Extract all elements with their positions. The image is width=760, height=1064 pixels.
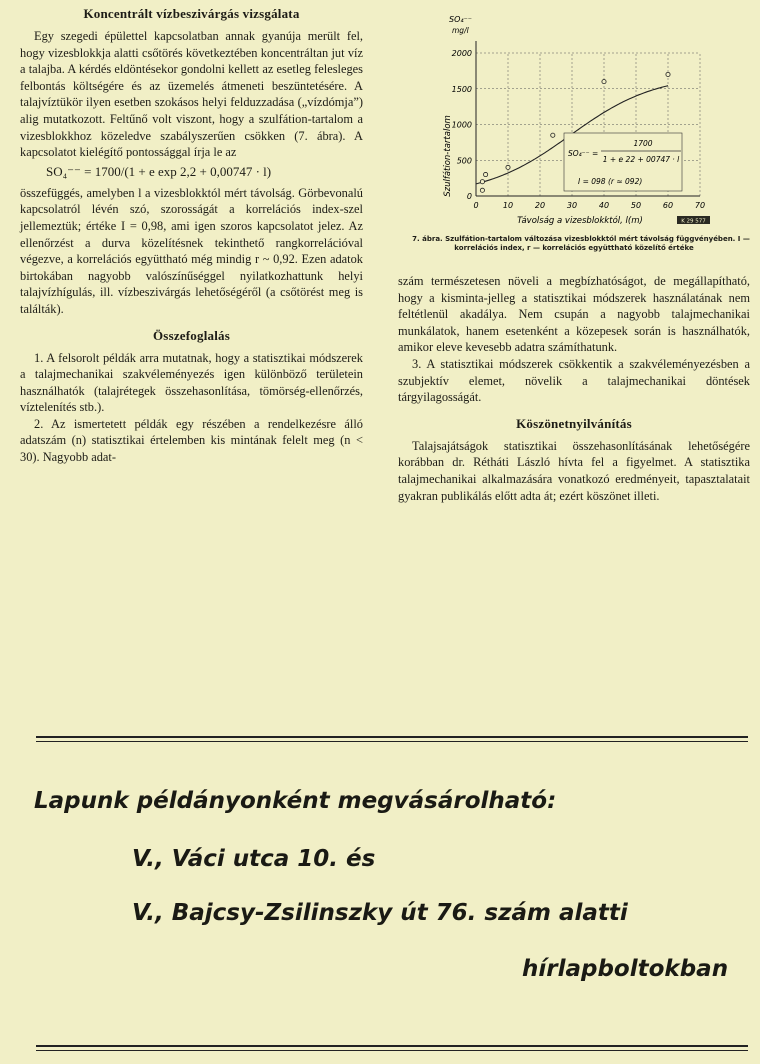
notice-line-1: Lapunk példányonként megvásárolható: (34, 788, 557, 814)
figure-caption: 7. ábra. Szulfátion-tartalom változása vizesblokktól mért távolság függvényében. I — korrelációs index, r — korrelációs együttható közelítő értéke (412, 235, 750, 252)
data-point-3 (506, 165, 510, 169)
sulfate-formula: SO₄⁻⁻ = 1700/(1 + e exp 2,2 + 0,00747 · l) (46, 163, 272, 179)
x-tick-label: 40 (598, 201, 610, 210)
summary-item-2: 2. Az ismertetett példák egy részében a rendelkezésre álló adatszám (n) statisztikai értelemben kis mintának felelt meg (n < 30). Nagyobb adat- (20, 416, 363, 465)
x-axis-label: Távolság a vizesblokktól, l(m) (517, 216, 643, 226)
formula-stats: I = 098 (r ≈ 092) (578, 177, 643, 186)
formula-denominator: 1 + e 22 + 00747 · l (602, 155, 680, 164)
summary-item-2-continued: szám természetesen növeli a megbízhatóságot, de megállapítható, hogy a kisminta-jelleg a statisztikai módszerek használatának nem feltétlenül akadálya. Nem csupán a nagyobb talajmechanikai munkálatok, hanem esetenként a közepesek során is használhatók, amikor eleve kevesebb adatra számíthatunk. (398, 274, 750, 355)
data-point-1 (480, 180, 484, 184)
top-rule (36, 736, 748, 738)
bottom-rule-thin (36, 1050, 748, 1051)
bottom-rule (36, 1045, 748, 1047)
y-unit-top: SO₄⁻⁻ (449, 15, 473, 24)
y-tick-label: 1000 (451, 120, 472, 130)
x-tick-label: 60 (662, 201, 674, 210)
summary-item-1: 1. A felsorolt példák arra mutatnak, hogy a statisztikai módszerek a talajmechanikai szakvéleményezés igen különböző területein használhatók (talajrétegek összehasonlítása, tömörség-ellenőrzés, víztelenítés stb.). (20, 350, 363, 415)
sulfate-distance-chart (398, 6, 750, 230)
notice-line-3: V., Bajcsy-Zsilinszky út 76. szám alatti (132, 900, 628, 926)
x-tick-label: 10 (502, 201, 514, 210)
data-point-2 (484, 172, 488, 176)
formula-numerator: 1700 (633, 139, 653, 148)
y-tick-label: 1500 (451, 84, 472, 94)
paragraph-correlation: összefüggés, amelyben l a vizesblokktól mért távolság. Görbevonalú kapcsolatról lévén szó, szorosságát a korrelációs index-szel jellemeztük; értéke I = 0,98, ami igen szoros kapcsolatot jelez. Az ellenőrzést a durva közelítésnek tekinthető rangkorrelációval végezve, a korrelációs együttható még mindig r ~ 0,92. Ezen adatok birtokában nagyobb valószínűséggel nyilatkozhattunk helyi talajvízhígulás, ill. vízbeszivárgás lehetőségéről (a csőtörést meg is találták). (20, 185, 363, 316)
data-point-5 (602, 80, 606, 84)
x-tick-label: 70 (694, 201, 706, 210)
y-tick-label: 500 (456, 156, 472, 166)
x-tick-label: 30 (566, 201, 578, 210)
y-axis-label: Szulfátion-tartalom (443, 115, 453, 197)
section-heading-acknowledgement: Köszönetnyilvánítás (516, 415, 632, 431)
left-column (20, 6, 363, 466)
acknowledgement-text: Talajsajátságok statisztikai összehasonlításának lehetőségére korábban dr. Rétháti László hívta fel a figyelmet. A statisztika talajmechanikai alkalmazására vonatkozó eredményeit, tapasztalatait gyakran publikálás előtt adta át; ezért köszönet illeti. (398, 438, 750, 503)
right-column (398, 6, 750, 504)
data-point-6 (666, 72, 670, 76)
top-rule-thin (36, 741, 748, 742)
x-tick-label: 20 (534, 201, 546, 210)
data-point-4 (551, 133, 555, 137)
y-tick-label: 2000 (451, 49, 472, 58)
section-heading-concentrated-seepage: Koncentrált vízbeszivárgás vizsgálata (83, 6, 300, 21)
formula-lhs: SO₄⁻⁻ = (568, 149, 599, 158)
notice-line-4: hírlapboltokban (522, 956, 729, 982)
x-tick-label: 50 (630, 201, 642, 210)
summary-item-3: 3. A statisztikai módszerek csökkentik a szakvéleményezésben a szubjektív elemet, növelik a talajmechanikai döntések tárgyilagosságát. (398, 356, 750, 405)
y-unit: mg/l (452, 26, 469, 35)
notice-line-2: V., Váci utca 10. és (132, 846, 376, 872)
stamp-text: K 29 577 (681, 218, 706, 225)
data-point-0 (480, 188, 484, 192)
section-heading-summary: Összefoglalás (153, 327, 230, 343)
y-tick-label: 0 (466, 192, 472, 201)
x-tick-label: 0 (473, 201, 479, 210)
paragraph-seepage-intro: Egy szegedi épülettel kapcsolatban annak gyanúja merült fel, hogy vizesblokkja alatti csőtörés következtében koncentráltan jut víz a talajba. A kérdés eldöntésekor gondolni kellett az esetleg felesleges felbontás költségére és az üzemelés átmeneti beszüntetésére. A talajvíztükör ilyen esetben szokásos helyi felduzzadása („vízdómja”) alig mutatkozott. Feltűnő volt viszont, hogy a szulfátion-tartalom a vizesblokkhoz közeledve szabályszerűen csökken (7. ábra). A kapcsolatot kielégítő pontossággal írja le az (20, 29, 363, 160)
